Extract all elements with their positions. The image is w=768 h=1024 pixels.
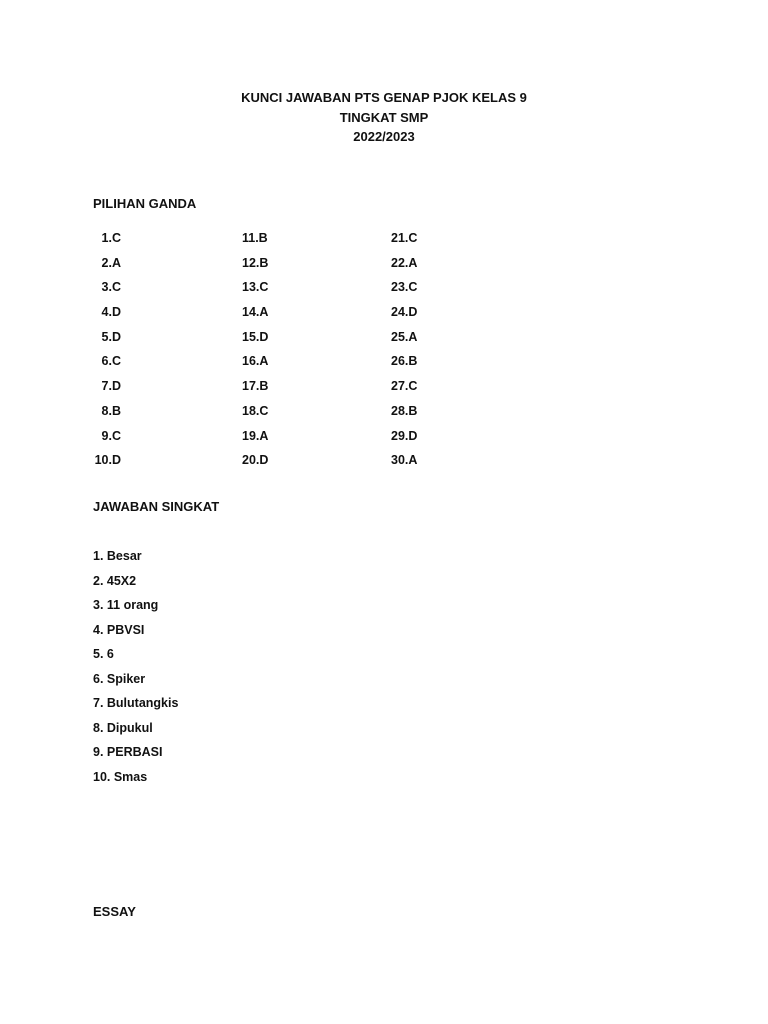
answer-item: 12.B bbox=[242, 255, 269, 270]
answer-item: 30.A bbox=[391, 453, 418, 468]
answer-item: 13.C bbox=[242, 280, 269, 295]
answer-item: 21.C bbox=[391, 231, 418, 245]
answer-column-1 bbox=[93, 230, 121, 477]
short-answer-item: 3. 11 orang bbox=[93, 598, 159, 612]
answer-item: 7.D bbox=[101, 379, 121, 394]
short-answer-list bbox=[93, 548, 178, 793]
answer-item: 24.D bbox=[391, 305, 418, 320]
answer-item: 27.C bbox=[391, 379, 418, 394]
short-answer-item: 7. Bulutangkis bbox=[93, 696, 179, 710]
short-answer-item: 2. 45X2 bbox=[93, 573, 137, 588]
answer-column-2 bbox=[242, 230, 268, 477]
short-answer-item: 10. Smas bbox=[93, 769, 148, 784]
answer-item: 4.D bbox=[101, 305, 121, 320]
short-answer-item: 1. Besar bbox=[93, 549, 142, 563]
answer-item: 17.B bbox=[242, 379, 269, 394]
answer-item: 25.A bbox=[391, 329, 418, 344]
answer-item: 23.C bbox=[391, 280, 418, 295]
answer-item: 11.B bbox=[242, 231, 268, 245]
short-answer-item: 9. PERBASI bbox=[93, 745, 163, 759]
answer-item: 20.D bbox=[242, 453, 269, 468]
answer-item: 2.A bbox=[101, 255, 121, 270]
document-title: KUNCI JAWABAN PTS GENAP PJOK KELAS 9 bbox=[241, 90, 527, 105]
answer-column-3 bbox=[391, 230, 417, 477]
short-answer-item: 8. Dipukul bbox=[93, 720, 153, 735]
answer-item: 10.D bbox=[94, 453, 121, 468]
multiple-choice-title: PILIHAN GANDA bbox=[93, 196, 197, 211]
answer-item: 8.B bbox=[101, 403, 121, 418]
answer-item: 16.A bbox=[242, 354, 269, 369]
essay-title: ESSAY bbox=[93, 904, 136, 919]
document-level: TINGKAT SMP bbox=[339, 109, 429, 125]
answer-item: 19.A bbox=[242, 428, 269, 443]
answer-item: 5.D bbox=[101, 329, 121, 344]
answer-item: 3.C bbox=[101, 280, 121, 295]
answer-item: 6.C bbox=[101, 354, 121, 369]
short-answer-title: JAWABAN SINGKAT bbox=[93, 499, 220, 514]
short-answer-item: 6. Spiker bbox=[93, 671, 146, 686]
answer-item: 29.D bbox=[391, 428, 418, 443]
answer-item: 26.B bbox=[391, 354, 418, 369]
answer-item: 14.A bbox=[242, 305, 269, 320]
answer-item: 18.C bbox=[242, 403, 269, 418]
answer-item: 9.C bbox=[101, 428, 121, 443]
answer-item: 15.D bbox=[242, 329, 269, 344]
document-header bbox=[0, 88, 768, 147]
answer-item: 1.C bbox=[101, 231, 121, 245]
short-answer-item: 5. 6 bbox=[93, 647, 114, 661]
short-answer-item: 4. PBVSI bbox=[93, 622, 145, 637]
answer-item: 22.A bbox=[391, 255, 418, 270]
answer-item: 28.B bbox=[391, 403, 418, 418]
document-year: 2022/2023 bbox=[353, 129, 415, 144]
